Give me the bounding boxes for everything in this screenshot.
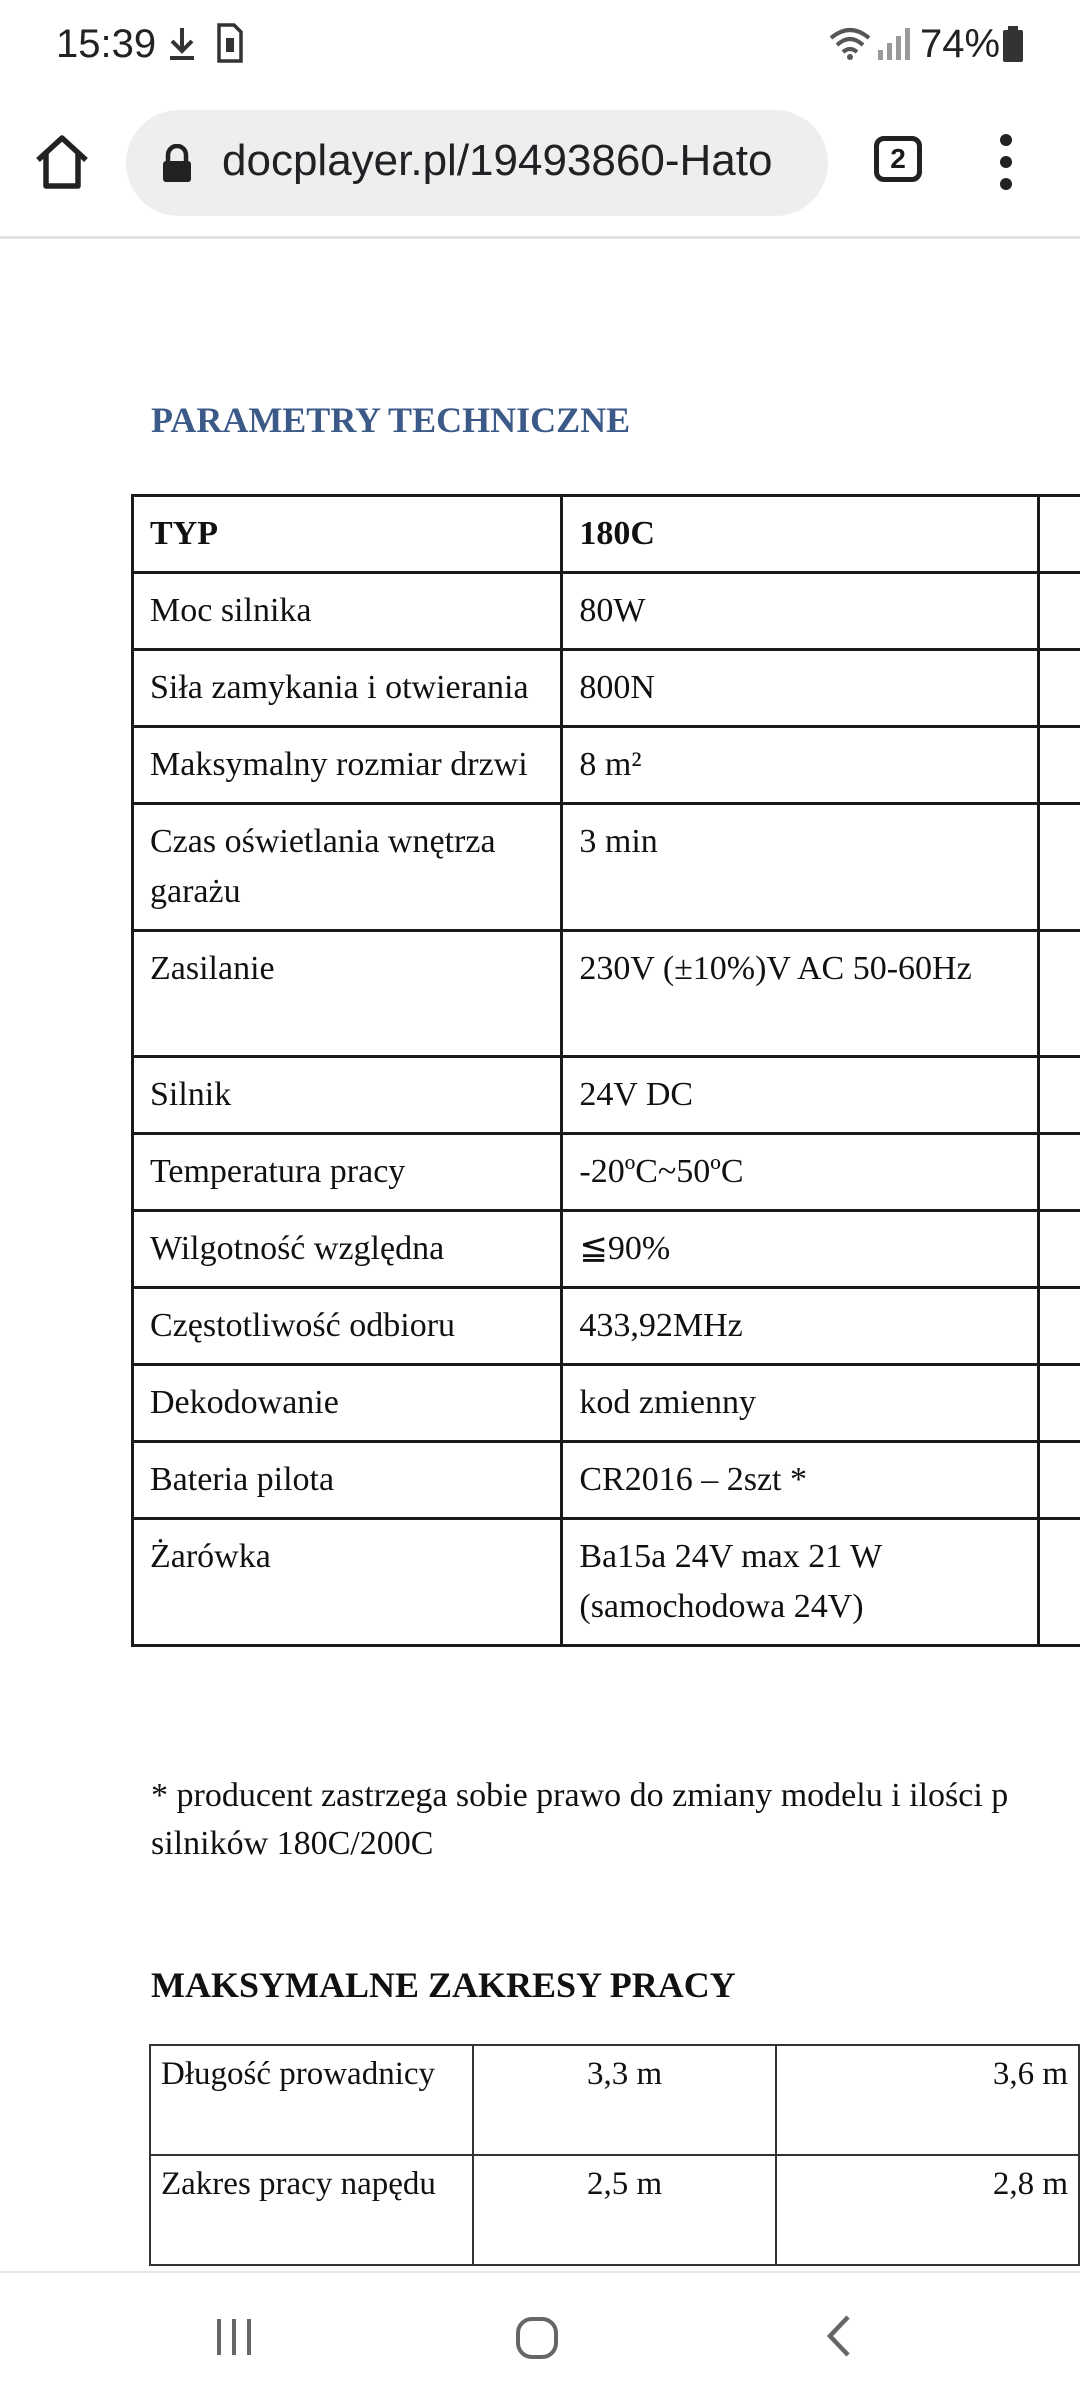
spec-value: 24V DC (562, 1057, 1039, 1134)
table-row (133, 496, 1080, 573)
specs-cell-cutoff (1039, 804, 1080, 931)
lock-icon (160, 144, 194, 189)
table-row (133, 1057, 1080, 1134)
specs-table (131, 494, 1080, 1647)
specs-cell-cutoff (1039, 931, 1080, 1057)
table-row (133, 573, 1080, 650)
table-row (133, 1442, 1080, 1519)
footnote: * producent zastrzega sobie prawo do zmiany modelu i ilości p silników 180C/200C (151, 1772, 1080, 1868)
specs-cell-cutoff (1039, 573, 1080, 650)
table-row (133, 650, 1080, 727)
more-menu-button[interactable] (996, 132, 1016, 192)
battery-icon (1002, 26, 1024, 67)
spec-value: kod zmienny (562, 1365, 1039, 1442)
wifi-icon (828, 26, 872, 65)
back-button[interactable] (824, 2313, 854, 2364)
specs-header-label: TYP (133, 496, 562, 573)
url-bar[interactable] (126, 110, 828, 216)
spec-label: Częstotliwość odbioru (133, 1288, 562, 1365)
specs-cell-cutoff (1039, 1519, 1080, 1646)
specs-cell-cutoff (1039, 1211, 1080, 1288)
system-nav-bar (0, 2271, 1080, 2402)
spec-value: 800N (562, 650, 1039, 727)
table-row (133, 1288, 1080, 1365)
range-value: 2,8 m (776, 2155, 1079, 2265)
range-value: 3,6 m (776, 2045, 1079, 2155)
ranges-title: MAKSYMALNE ZAKRESY PRACY (151, 1964, 736, 2006)
spec-label: Czas oświetlania wnętrza garażu (133, 804, 562, 931)
status-time: 15:39 (56, 22, 156, 67)
range-value: 2,5 m (473, 2155, 776, 2265)
browser-toolbar (0, 92, 1080, 236)
table-row (150, 2155, 1079, 2265)
spec-value: Ba15a 24V max 21 W (samochodowa 24V) (562, 1519, 1039, 1646)
spec-value: 3 min (562, 804, 1039, 931)
spec-label: Moc silnika (133, 573, 562, 650)
spec-label: Dekodowanie (133, 1365, 562, 1442)
spec-value: CR2016 – 2szt * (562, 1442, 1039, 1519)
home-icon (30, 130, 94, 194)
spec-label: Silnik (133, 1057, 562, 1134)
specs-cell-cutoff (1039, 1365, 1080, 1442)
spec-value: 80W (562, 573, 1039, 650)
more-vert-icon (996, 132, 1016, 192)
spec-label: Temperatura pracy (133, 1134, 562, 1211)
spec-label: Wilgotność względna (133, 1211, 562, 1288)
spec-value: ≦90% (562, 1211, 1039, 1288)
battery-percent: 74% (920, 22, 1000, 67)
signal-icon (876, 26, 912, 65)
spec-label: Bateria pilota (133, 1442, 562, 1519)
table-row (133, 727, 1080, 804)
url-text: docplayer.pl/19493860-Hato (222, 136, 772, 186)
back-icon (824, 2313, 854, 2359)
download-icon (166, 24, 198, 69)
specs-cell-cutoff (1039, 1442, 1080, 1519)
spec-label: Maksymalny rozmiar drzwi (133, 727, 562, 804)
spec-label: Zasilanie (133, 931, 562, 1057)
spec-value: 433,92MHz (562, 1288, 1039, 1365)
spec-label: Żarówka (133, 1519, 562, 1646)
spec-value: 230V (±10%)V AC 50-60Hz (562, 931, 1039, 1057)
table-row (150, 2045, 1079, 2155)
specs-cell-cutoff (1039, 727, 1080, 804)
recents-icon (214, 2317, 254, 2357)
nav-home-icon (514, 2315, 560, 2361)
specs-cell-cutoff (1039, 1288, 1080, 1365)
section-title: PARAMETRY TECHNICZNE (151, 399, 630, 441)
sim-card-icon (216, 22, 244, 69)
table-row (133, 1134, 1080, 1211)
table-row (133, 804, 1080, 931)
table-row (133, 1519, 1080, 1646)
nav-home-button[interactable] (514, 2315, 560, 2366)
spec-value: 8 m² (562, 727, 1039, 804)
specs-cell-cutoff (1039, 650, 1080, 727)
table-row (133, 1365, 1080, 1442)
specs-cell-cutoff (1039, 1057, 1080, 1134)
table-row (133, 1211, 1080, 1288)
spec-value: -20ºC~50ºC (562, 1134, 1039, 1211)
document-page[interactable] (0, 239, 1080, 2271)
range-label: Długość prowadnicy (150, 2045, 473, 2155)
ranges-table (149, 2044, 1080, 2266)
specs-header-value: 180C (562, 496, 1039, 573)
specs-cell-cutoff (1039, 1134, 1080, 1211)
spec-label: Siła zamykania i otwierania (133, 650, 562, 727)
tab-switcher-button[interactable]: 2 (874, 136, 922, 182)
home-button[interactable] (30, 130, 94, 194)
range-label: Zakres pracy napędu (150, 2155, 473, 2265)
specs-cell-cutoff (1039, 496, 1080, 573)
status-bar (0, 0, 1080, 92)
table-row (133, 931, 1080, 1057)
range-value: 3,3 m (473, 2045, 776, 2155)
recents-button[interactable] (214, 2317, 254, 2362)
